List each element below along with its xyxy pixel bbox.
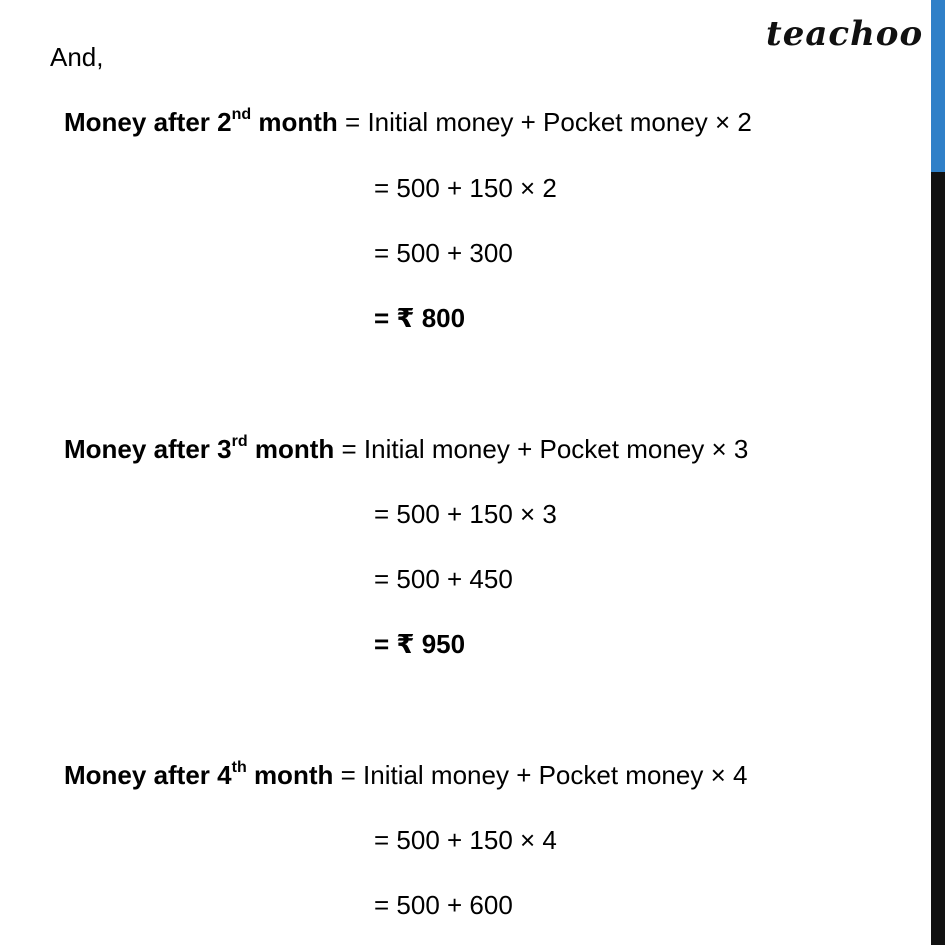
sidebar-accent-bar xyxy=(931,0,945,172)
section-2-label: Money after 3rd month xyxy=(64,433,335,464)
section-3-step-1: = 500 + 150 × 4 xyxy=(374,825,557,855)
section-2-first-line: = Initial money + Pocket money × 3 xyxy=(334,434,749,464)
section-3-first-line: = Initial money + Pocket money × 4 xyxy=(333,760,748,790)
section-1-step-1: = 500 + 150 × 2 xyxy=(374,173,557,203)
section-2-step-2: = 500 + 450 xyxy=(374,564,513,594)
section-3-step-2: = 500 + 600 xyxy=(374,890,513,920)
section-1-label: Money after 2nd month xyxy=(64,106,338,137)
section-1-result: = ₹ 800 xyxy=(374,303,466,333)
section-2-equation xyxy=(64,433,748,465)
section-3-equation xyxy=(64,759,747,791)
section-3-label: Money after 4th month xyxy=(64,759,334,790)
intro-text: And, xyxy=(50,42,104,72)
section-1-step-2: = 500 + 300 xyxy=(374,238,513,268)
teachoo-logo: teachoo xyxy=(766,14,924,54)
section-1-first-line: = Initial money + Pocket money × 2 xyxy=(337,107,752,137)
section-2-result: = ₹ 950 xyxy=(374,629,466,659)
section-2-step-1: = 500 + 150 × 3 xyxy=(374,499,557,529)
section-1-equation xyxy=(64,106,752,138)
right-sidebar xyxy=(931,0,945,945)
